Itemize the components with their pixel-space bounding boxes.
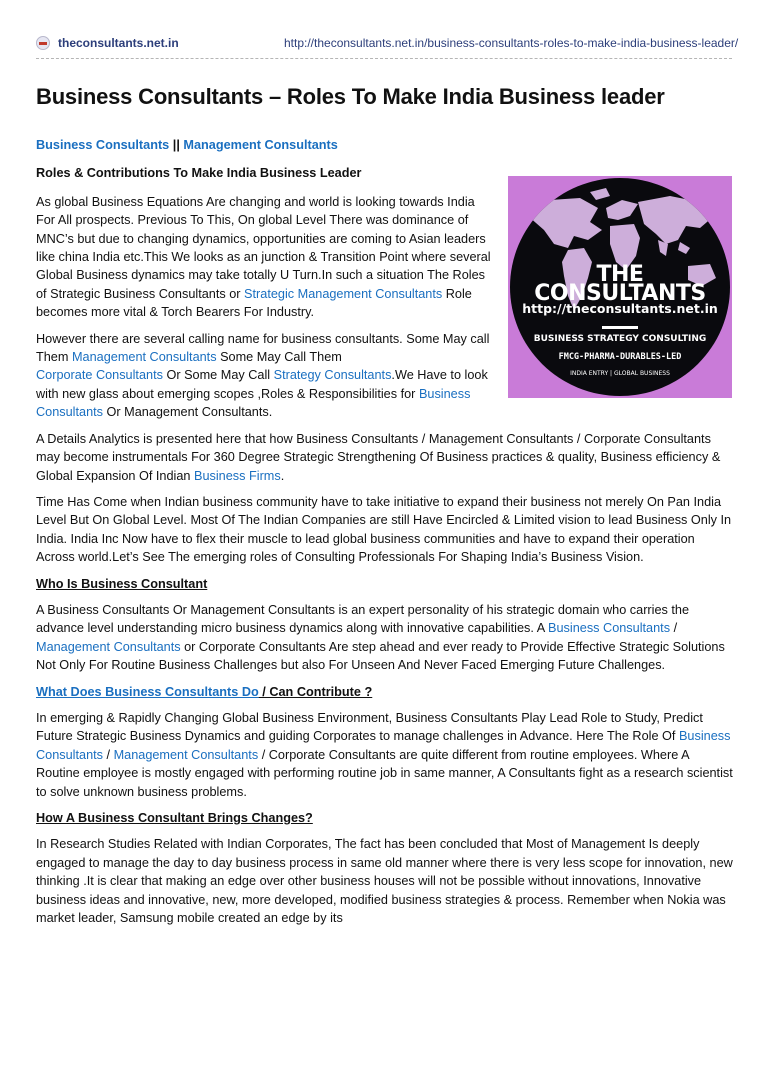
paragraph-what	[36, 709, 736, 801]
link-strategic-management-consultants[interactable]: Strategic Management Consultants	[244, 286, 443, 301]
text: /	[670, 621, 678, 636]
text: In emerging & Rapidly Changing Global Business Environment, Business Consultants Play Lead Role to Study, Predict Future Strategic Business Dynamics and guiding Corporates to manage challenges in Advance. Here The Role Of	[36, 710, 703, 744]
article-body	[36, 136, 736, 935]
logo-title: THE CONSULTANTS	[534, 262, 706, 306]
paragraph-how: In Research Studies Related with Indian Corporates, The fact has been concluded that Most of Management Is deeply engaged to manage the day to day business process in same old manner where there is very less scope for innovation, new thinking .It is clear that making an edge over other business houses will not be possible without innovations, Innovative business ideas and innovative, new, more developed, modified business strategies & process. Remember when Nokia was market leader, Samsung mobile created an edge by its	[36, 837, 733, 926]
text: Role becomes more vital & Torch Bearers For Industry.	[36, 286, 472, 320]
page-title: Business Consultants – Roles To Make India Business leader	[36, 84, 665, 109]
text: Or Some May Call	[162, 368, 274, 383]
link-business-consultants[interactable]: Business Consultants	[36, 386, 471, 420]
link-management-consultants[interactable]: Management Consultants	[36, 639, 181, 654]
link-business-firms[interactable]: Business Firms	[194, 468, 281, 483]
link-strategy-consultants[interactable]: Strategy Consultants	[273, 368, 392, 383]
heading-who-is-business-consultant: Who Is Business Consultant	[36, 576, 208, 591]
consultants-logo-image	[508, 176, 732, 398]
link-corporate-consultants[interactable]: Corporate Consultants	[36, 368, 163, 383]
text: A Business Consultants Or Management Consultants is an expert personality of his strategic domain who carries the advance level understanding micro business dynamics along with innovative capabilities. A	[36, 602, 690, 636]
category-link-business-consultants[interactable]: Business Consultants	[36, 138, 170, 152]
paragraph-time-has-come: Time Has Come when Indian business community have to take initiative to expand their business not merely On Pan India Level But On Global Level. Most Of The Indian Companies are still Have Encircled & Limited vision to lead Business Only In India. India Inc Now have to flex their muscle to lead global business communities and have to expand their operation Across world.Let’s See The emerging roles of Consulting Professionals For Shaping India’s Business Vision.	[36, 494, 732, 565]
text: Or Management Consultants.	[103, 405, 273, 420]
text: However there are several calling name for business consultants. Some May call Them	[36, 331, 490, 365]
link-management-consultants[interactable]: Management Consultants	[113, 747, 259, 762]
site-favicon-icon	[36, 36, 50, 50]
paragraph-who	[36, 601, 736, 675]
logo-circle	[510, 178, 730, 396]
header-divider	[36, 58, 732, 59]
logo-url: http://theconsultants.net.in	[522, 301, 718, 317]
text: .We Have to look with new glass about emerging scopes ,Roles & Responsibilities for	[36, 368, 488, 401]
page-url[interactable]: http://theconsultants.net.in/business-consultants-roles-to-make-india-business-leader/	[284, 36, 739, 50]
paragraph-analytics	[36, 430, 736, 485]
site-name[interactable]: theconsultants.net.in	[58, 36, 179, 50]
logo-sectors: FMCG-PHARMA-DURABLES-LED	[558, 352, 682, 363]
text: Some May Call Them	[216, 350, 342, 365]
article-subheading: Roles & Contributions To Make India Business Leader	[36, 166, 362, 181]
link-business-consultants[interactable]: Business Consultants	[548, 621, 671, 636]
heading-how-business-consultant-brings-changes: How A Business Consultant Brings Changes?	[36, 811, 313, 825]
text: / Corporate Consultants are quite different from routine employees. Where A Routine employee is mostly engaged with performing routine job in same manner, A Consultants fight as a research scientist to solve unknown business problems.	[36, 747, 733, 799]
text: As global Business Equations Are changing and world is looking towards India For All prospects. Previous To This, On global Level There was dominance of MNC’s but due to changing dynamics, opportunities are coming to Asian leaders like china India etc.This We looks as an junction & Transition Point where several Global Business dynamics may take totally U Turn.In such a situation The Roles of Strategic Business Consultants or	[36, 194, 491, 301]
link-what-does-business-consultants-do[interactable]: What Does Business Consultants Do	[36, 684, 259, 699]
text: .	[280, 468, 285, 483]
logo-tagline: BUSINESS STRATEGY CONSULTING	[533, 334, 707, 345]
link-management-consultants[interactable]: Management Consultants	[71, 350, 217, 365]
text: / Can Contribute ?	[258, 684, 373, 699]
heading-what-does-business-consultants-do	[36, 683, 736, 701]
text: A Details Analytics is presented here that how Business Consultants / Management Consultants / Corporate Consultants may become instrumentals For 360 Degree Strategic Strengthening Of Business practices & quality, Business efficiency & Global Expansion Of Indian	[36, 431, 721, 483]
category-links	[36, 136, 736, 154]
category-link-management-consultants[interactable]: Management Consultants	[183, 138, 338, 152]
text: /	[103, 747, 114, 762]
logo-services: INDIA ENTRY | GLOBAL BUSINESS	[570, 370, 670, 378]
category-separator: ||	[172, 138, 180, 152]
link-business-consultants[interactable]: Business Consultants	[36, 729, 731, 762]
page-header	[36, 34, 739, 54]
text: or Corporate Consultants Are step ahead and ever ready to Provide Effective Strategic Solutions Not Only For Routine Business Challenges but also For Unseen And Never Faced Emerging Future Challenges.	[36, 639, 725, 673]
